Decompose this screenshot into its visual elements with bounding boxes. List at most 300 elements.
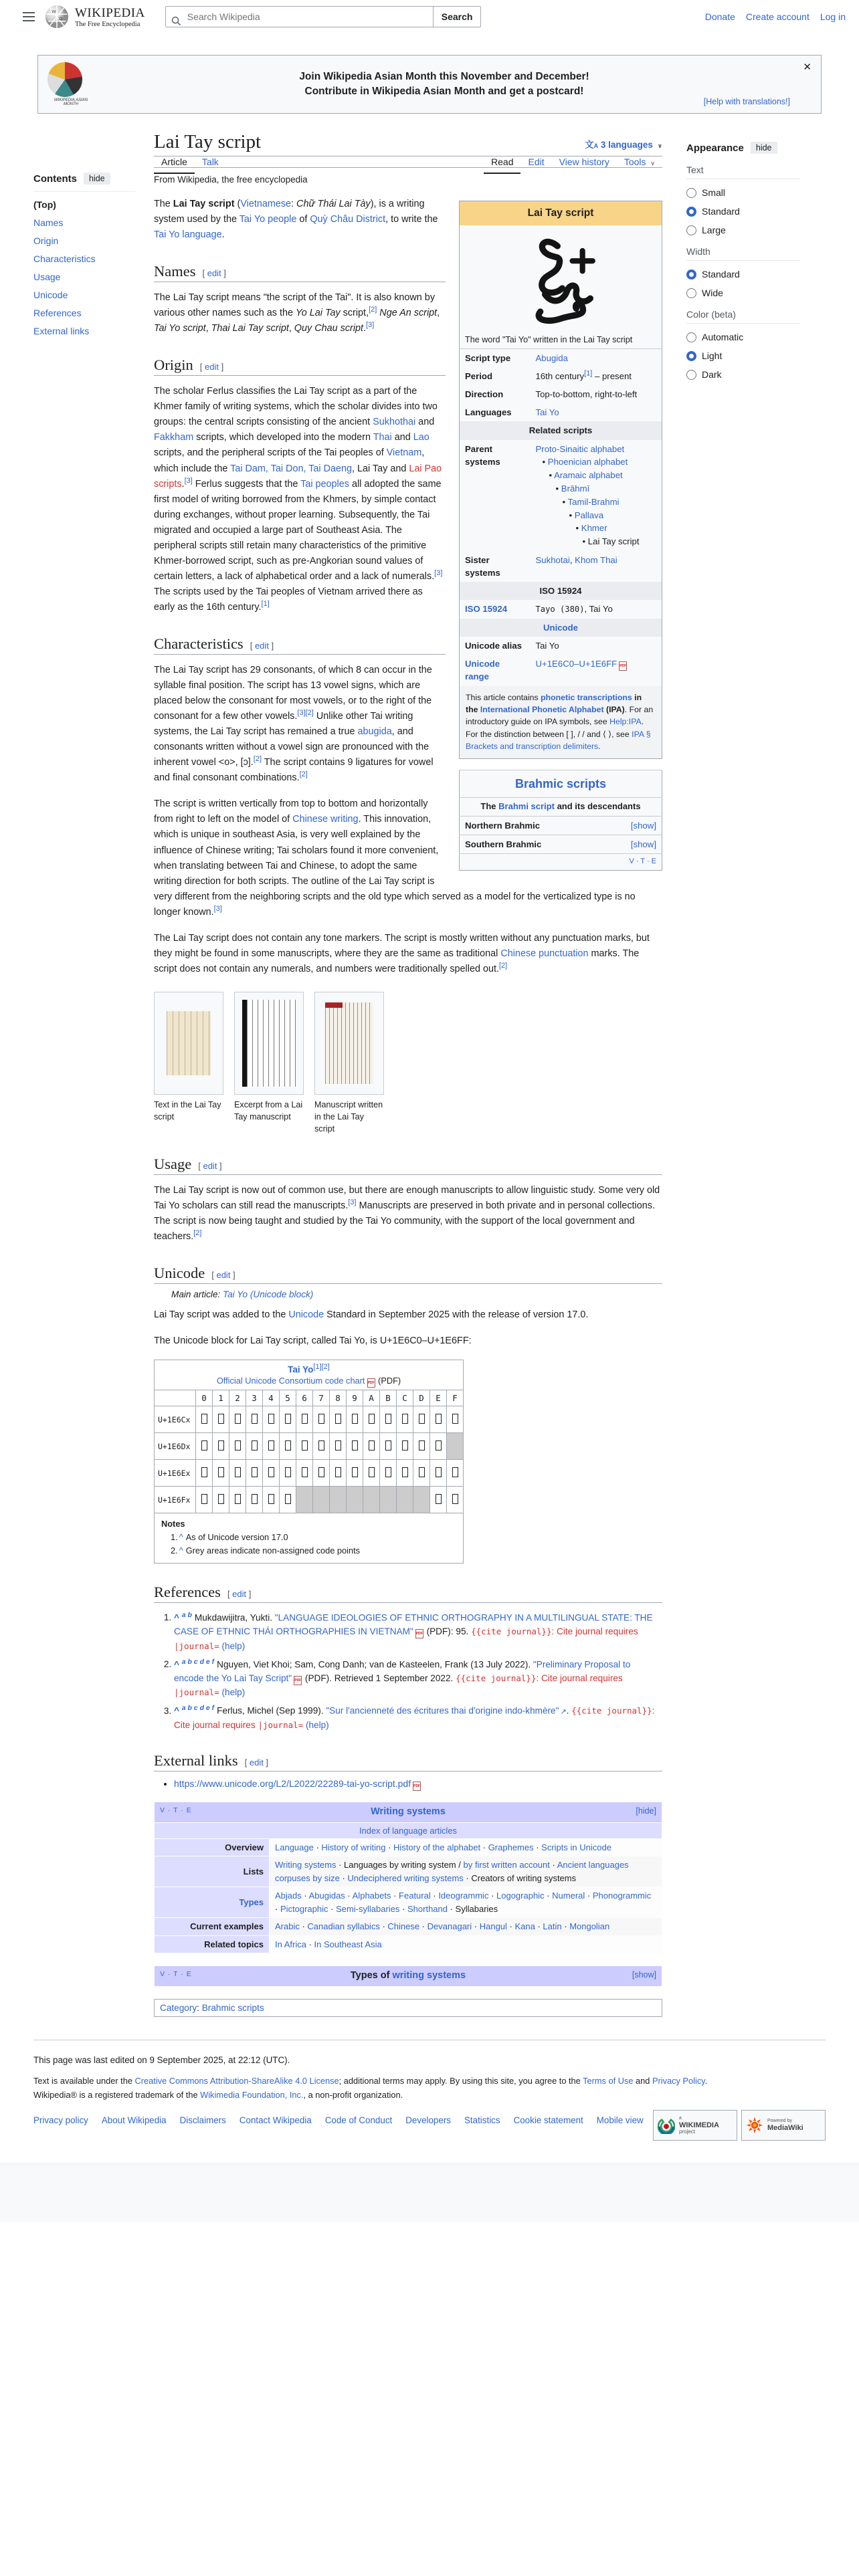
link[interactable]: Alphabets — [352, 1891, 391, 1901]
codepoint-cell[interactable] — [313, 1406, 330, 1433]
codepoint-cell[interactable] — [246, 1487, 263, 1513]
link[interactable]: (help) — [305, 1719, 329, 1730]
reference-marker[interactable]: [3] — [366, 321, 375, 330]
appearance-hide-button[interactable]: hide — [751, 142, 777, 154]
missing-glyph-icon — [335, 1414, 341, 1424]
text-segment: ; additional terms may apply. By using this site, you agree to the — [339, 2076, 583, 2086]
link[interactable]: Tai Yo (Unicode block) — [223, 1289, 314, 1299]
footer-link-privacy-policy[interactable]: Privacy policy — [33, 2115, 88, 2126]
codepoint-cell[interactable] — [430, 1487, 447, 1513]
codepoint-cell[interactable] — [263, 1433, 280, 1460]
codepoint-cell[interactable] — [430, 1406, 447, 1433]
link[interactable]: Brahmic scripts — [201, 2003, 264, 2014]
link[interactable]: Tai Dam, Tai Don, Tai Daeng — [230, 463, 352, 474]
codepoint-cell[interactable] — [313, 1460, 330, 1487]
parent-systems-list — [531, 440, 662, 551]
link[interactable]: International Phonetic Alphabet — [480, 704, 604, 714]
jump-up-link[interactable]: ^ — [174, 1659, 182, 1670]
link[interactable]: Logographic — [496, 1891, 545, 1901]
link[interactable]: Undeciphered writing systems — [347, 1872, 464, 1883]
unassigned-cell — [397, 1487, 413, 1513]
missing-glyph-icon — [268, 1440, 274, 1451]
link[interactable]: Chinese punctuation — [500, 948, 589, 959]
mediawiki-badge[interactable]: Powered by MediaWiki — [741, 2110, 826, 2141]
pdf-icon: PDF — [294, 1676, 302, 1685]
link[interactable]: Khom Thai — [575, 554, 617, 565]
edit-section[interactable]: [ edit ] — [198, 1160, 222, 1171]
reference-marker[interactable]: [1] — [261, 600, 270, 609]
gallery-image[interactable] — [234, 992, 304, 1095]
codepoint-cell[interactable] — [363, 1460, 380, 1487]
missing-glyph-icon — [268, 1414, 274, 1424]
bullet-icon: • — [569, 510, 575, 520]
tab-talk[interactable]: Talk — [201, 156, 219, 167]
toc-item-characteristics[interactable]: Characteristics — [33, 253, 96, 264]
text-segment: of — [296, 214, 310, 225]
codepoint-cell[interactable] — [246, 1406, 263, 1433]
codepoint-cell[interactable] — [213, 1460, 229, 1487]
link[interactable]: by first written account — [463, 1860, 550, 1870]
main-article-hatnote — [171, 1289, 662, 1299]
jump-up-link[interactable]: ^ — [174, 1705, 182, 1716]
navbox-group-label[interactable]: Types — [239, 1897, 264, 1908]
reference-marker[interactable]: [1][2] — [313, 1362, 330, 1371]
codepoint-cell[interactable] — [330, 1433, 347, 1460]
reference-marker[interactable]: [2] — [253, 755, 262, 764]
link[interactable]: (help) — [221, 1687, 246, 1698]
link[interactable]: writing systems — [392, 1970, 466, 1981]
backref-letters[interactable]: a b c d e f — [181, 1657, 215, 1666]
link[interactable]: Tamil-Brahmi — [567, 496, 619, 507]
radio-option-standard[interactable] — [686, 206, 800, 217]
codepoint-cell[interactable] — [263, 1406, 280, 1433]
link[interactable]: Terms of Use — [583, 2076, 634, 2086]
missing-glyph-icon — [218, 1414, 224, 1424]
unicode-range-link[interactable]: Unicode range — [465, 659, 500, 682]
link[interactable]: Devanagari — [427, 1921, 472, 1932]
text-segment: Types of — [350, 1970, 393, 1981]
edit-section[interactable]: [ edit ] — [211, 1269, 235, 1280]
edit-section[interactable]: [ edit ] — [250, 640, 274, 651]
link[interactable]: History of the alphabet — [393, 1842, 481, 1852]
external-links-list — [174, 1778, 662, 1790]
codepoint-cell[interactable] — [313, 1433, 330, 1460]
navbox-group-content — [270, 1935, 662, 1953]
link[interactable]: Tai Yo people — [239, 214, 297, 225]
reference-marker[interactable]: [2] — [299, 770, 308, 779]
codepoint-cell[interactable] — [196, 1406, 213, 1433]
codepoint-cell[interactable] — [347, 1406, 363, 1433]
text-segment: Top-to-bottom, right-to-left — [535, 389, 638, 400]
codepoint-cell[interactable] — [263, 1460, 280, 1487]
radio-icon[interactable] — [686, 188, 696, 198]
edit-section[interactable]: [ edit ] — [199, 362, 224, 372]
link[interactable]: Lao — [413, 432, 430, 443]
codepoint-cell[interactable] — [229, 1433, 246, 1460]
infobox-label: Parent systems — [465, 443, 500, 467]
link[interactable]: Hangul — [479, 1921, 507, 1932]
jump-up-link[interactable]: ^ — [179, 1532, 183, 1543]
text-segment: all adopted the same first model of writing borrowed from the Khmers, by simple contact during exchanges, without proper learning. Subsequently, the Tai migrated and occupied a large part of Southeast Asia. The peripheral scripts still retain many characteristics of the primitive Khmer-borrowed script, such as pre-Angkorian sound values of certain letters, a lack of alphabetical order and a lack of numerals. — [154, 478, 442, 582]
codepoint-cell[interactable] — [380, 1460, 397, 1487]
link[interactable]: Featural — [399, 1891, 431, 1901]
header-link-create-account[interactable]: Create account — [745, 11, 809, 22]
link[interactable]: (help) — [221, 1640, 246, 1651]
hide-button[interactable]: [hide] — [636, 1806, 656, 1816]
codepoint-cell[interactable] — [280, 1433, 296, 1460]
footer-link-about-wikipedia[interactable]: About Wikipedia — [101, 2115, 167, 2126]
codepoint-cell[interactable] — [380, 1433, 397, 1460]
contents-list — [33, 199, 135, 336]
link[interactable]: Brāhmī — [561, 483, 590, 494]
text-segment: · — [328, 1903, 337, 1914]
tab-tools[interactable]: Tools ∨ — [624, 156, 655, 167]
text-segment: · — [549, 1860, 557, 1870]
radio-selected-icon[interactable] — [686, 207, 696, 217]
text-segment: · Syllabaries — [448, 1903, 498, 1914]
codepoint-cell[interactable] — [280, 1487, 296, 1513]
text-segment: · — [385, 1842, 394, 1852]
vte-links[interactable]: V · T · E — [160, 1970, 192, 1979]
link[interactable]: Aramaic alphabet — [554, 470, 623, 481]
jump-up-link[interactable]: ^ — [179, 1545, 183, 1556]
link[interactable]: "Sur l'ancienneté des écritures thai d'origine indo-khmère" — [326, 1705, 559, 1716]
codepoint-cell[interactable] — [229, 1487, 246, 1513]
codepoint-cell[interactable] — [447, 1460, 464, 1487]
codepoint-cell[interactable] — [296, 1433, 313, 1460]
unassigned-cell — [380, 1487, 397, 1513]
link[interactable]: Privacy Policy — [652, 2076, 705, 2086]
text-segment: scripts, and the peripheral scripts of the Tai peoples of — [154, 447, 387, 459]
link[interactable]: Lai Pao scripts — [154, 463, 442, 490]
reference-marker[interactable]: [3] — [348, 1198, 357, 1206]
link[interactable]: Pallava — [574, 510, 604, 520]
text-segment: . This innovation, which is unique in southeast Asia, is very well explained by the influence of Chinese writing; Tai scholars found it more convenient, when translating between Tai and Chinese, to adopt the same writing direction for both scripts. The outline of the Lai Tay script is very different from the neighboring scripts and the old type which served as a model for the verticalized type is no longer known. — [154, 814, 636, 918]
link[interactable]: In Africa — [275, 1939, 306, 1949]
link[interactable]: Thai — [373, 432, 392, 443]
codepoint-cell[interactable] — [397, 1433, 413, 1460]
link[interactable]: Fakkham — [154, 432, 194, 443]
header-link-donate[interactable]: Donate — [704, 11, 735, 22]
link[interactable]: Ideogrammic — [438, 1891, 489, 1901]
chart-column-header: 5 — [280, 1390, 296, 1406]
external-link-item[interactable] — [174, 1778, 662, 1790]
codepoint-cell[interactable] — [280, 1460, 296, 1487]
radio-selected-icon[interactable] — [686, 270, 696, 280]
link[interactable]: Ancient languages corpuses by size — [275, 1860, 629, 1883]
usage-paragraph — [154, 1183, 662, 1245]
search-input[interactable] — [165, 6, 433, 27]
link[interactable]: Vietnam — [386, 447, 422, 459]
link[interactable]: Phonogrammic — [592, 1891, 652, 1901]
reference-marker[interactable]: [3] — [184, 476, 193, 485]
infobox-value — [531, 367, 662, 385]
radio-option-small[interactable] — [686, 187, 800, 198]
edit-section[interactable]: [ edit ] — [202, 268, 226, 279]
link[interactable]: U+1E6C0–U+1E6FF — [535, 659, 617, 669]
writing-systems-navbox — [154, 1802, 662, 1953]
codepoint-cell[interactable] — [296, 1460, 313, 1487]
reference-item — [174, 1610, 662, 1653]
backref-letters[interactable]: a b — [181, 1610, 192, 1619]
radio-icon[interactable] — [686, 332, 696, 342]
footer-link-contact-wikipedia[interactable]: Contact Wikipedia — [239, 2115, 312, 2126]
wikipedia-logo[interactable] — [44, 4, 145, 29]
link[interactable]: Tai Yo — [535, 407, 559, 418]
text-segment: · — [535, 1921, 543, 1932]
link[interactable]: Official Unicode Consortium code chart — [216, 1376, 365, 1386]
reference-marker[interactable]: [3] — [213, 904, 222, 913]
infobox-value — [531, 385, 662, 403]
codepoint-cell[interactable] — [347, 1460, 363, 1487]
toc-item-unicode[interactable]: Unicode — [33, 290, 68, 300]
link[interactable]: Graphemes — [488, 1842, 534, 1852]
codepoint-cell[interactable] — [413, 1406, 430, 1433]
gallery-image[interactable] — [314, 992, 384, 1095]
radio-icon[interactable] — [686, 288, 696, 298]
edit-section[interactable]: [ edit ] — [227, 1588, 252, 1599]
backref-letters[interactable]: a b c d e f — [181, 1704, 215, 1713]
codepoint-cell[interactable] — [246, 1460, 263, 1487]
link[interactable]: Arabic — [275, 1921, 300, 1932]
reference-marker[interactable]: [1] — [584, 369, 593, 378]
header-link-log-in[interactable]: Log in — [820, 11, 846, 22]
text-segment: · — [561, 1921, 570, 1932]
toc-item-origin[interactable]: Origin — [33, 235, 59, 246]
parent-system-item — [536, 535, 657, 548]
codepoint-cell[interactable] — [229, 1406, 246, 1433]
gallery-item — [234, 992, 304, 1136]
radio-option-standard[interactable] — [686, 269, 800, 280]
edit-section[interactable]: [ edit ] — [244, 1757, 269, 1767]
main-menu-icon[interactable] — [23, 9, 35, 24]
search-button[interactable]: Search — [433, 6, 482, 27]
codepoint-cell[interactable] — [397, 1460, 413, 1487]
codepoint-cell[interactable] — [347, 1433, 363, 1460]
iso-label-link[interactable]: ISO 15924 — [465, 604, 508, 615]
link[interactable]: Khmer — [581, 523, 607, 534]
show-button[interactable]: [show] — [630, 839, 656, 849]
text-segment: The Lai Tay script means "the script of the Tai". It is also known by various other names such as the — [154, 292, 436, 319]
link[interactable]: Numeral — [552, 1891, 585, 1901]
link[interactable]: IPA § Brackets and transcription delimiters — [466, 729, 651, 752]
reference-marker[interactable]: [3] — [434, 569, 443, 578]
tab-view-history[interactable]: View history — [559, 156, 609, 167]
codepoint-cell[interactable] — [413, 1460, 430, 1487]
codepoint-cell[interactable] — [280, 1406, 296, 1433]
vte-links[interactable]: V · T · E — [160, 1806, 192, 1814]
reference-marker[interactable]: [3][2] — [297, 709, 314, 718]
infobox-caption: The word "Tai Yo" written in the Lai Tay script — [460, 331, 662, 349]
link[interactable]: Latin — [543, 1921, 562, 1932]
codepoint-cell[interactable] — [380, 1406, 397, 1433]
radio-option-automatic[interactable] — [686, 332, 800, 342]
section-heading-unicode: Unicode [ edit ] — [154, 1265, 662, 1284]
link[interactable]: abugida — [357, 726, 392, 738]
text-segment: The — [480, 800, 499, 811]
toc-item-externallinks[interactable]: External links — [33, 326, 90, 336]
toc-item-usage[interactable]: Usage — [33, 272, 61, 282]
languages-button[interactable]: 文A 3 languages ∨ — [585, 140, 662, 150]
link[interactable]: Help:IPA — [609, 717, 642, 727]
link[interactable]: Sukhothai — [373, 417, 416, 428]
link[interactable]: Wikimedia Foundation, Inc. — [200, 2089, 304, 2100]
help-translations-link[interactable]: [Help with translations!] — [703, 97, 790, 106]
missing-glyph-icon — [436, 1440, 442, 1451]
link[interactable]: Pictographic — [280, 1903, 328, 1914]
gallery-item — [314, 992, 384, 1136]
codepoint-cell[interactable] — [430, 1433, 447, 1460]
header-links — [705, 11, 846, 22]
vte-links[interactable]: V · T · E — [460, 853, 662, 870]
tab-read[interactable]: Read — [484, 152, 520, 174]
codepoint-cell[interactable] — [397, 1406, 413, 1433]
footer-link-disclaimers[interactable]: Disclaimers — [179, 2115, 226, 2126]
wikimedia-badge[interactable]: a WIKIMEDIA project — [653, 2110, 737, 2141]
codepoint-cell[interactable] — [196, 1460, 213, 1487]
unassigned-cell — [447, 1433, 464, 1460]
missing-glyph-icon — [352, 1467, 358, 1477]
link[interactable]: Tai Yo — [288, 1364, 314, 1375]
link[interactable]: History of writing — [321, 1842, 386, 1852]
link[interactable]: Sukhotai — [535, 554, 570, 565]
link[interactable]: Category — [160, 2003, 197, 2014]
link[interactable]: Abugidas — [308, 1891, 345, 1901]
codepoint-cell[interactable] — [330, 1460, 347, 1487]
wikipedia-globe-icon — [44, 4, 70, 29]
chart-row-label: U+1E6Cx — [155, 1406, 196, 1433]
radio-selected-icon[interactable] — [686, 351, 696, 361]
bullet-icon: • — [555, 483, 561, 494]
codepoint-cell[interactable] — [246, 1433, 263, 1460]
contents-hide-button[interactable]: hide — [84, 173, 110, 185]
link[interactable]: Semi-syllabaries — [336, 1903, 400, 1914]
infobox — [459, 201, 662, 759]
missing-glyph-icon — [352, 1414, 358, 1424]
radio-option-light[interactable] — [686, 350, 800, 361]
footer-link-statistics[interactable]: Statistics — [464, 2115, 500, 2126]
toc-item-references[interactable]: References — [33, 308, 82, 318]
page-footer — [33, 2040, 826, 2163]
codepoint-cell[interactable] — [213, 1406, 229, 1433]
link[interactable]: "LANGUAGE IDEOLOGIES OF ETHNIC ORTHOGRAPHY IN A MULTILINGUAL STATE: THE CASE OF ETHNIC THÁI ORTHOGRAPHIES IN VIETNAM" — [174, 1612, 653, 1637]
link[interactable]: Unicode — [288, 1309, 324, 1320]
radio-option-wide[interactable] — [686, 288, 800, 298]
link[interactable]: Chinese writing — [292, 814, 359, 825]
navbox-title[interactable]: Writing systems — [371, 1806, 446, 1817]
reference-marker[interactable]: [2] — [369, 306, 377, 314]
codepoint-cell[interactable] — [447, 1487, 464, 1513]
link[interactable]: Tai Yo language — [154, 229, 222, 241]
link[interactable]: Proto-Sinaitic alphabet — [535, 443, 625, 454]
banner-close-icon[interactable]: ✕ — [803, 62, 812, 73]
link[interactable]: Vietnamese — [240, 199, 292, 209]
missing-glyph-icon — [302, 1467, 308, 1477]
link[interactable]: Canadian syllabics — [307, 1921, 380, 1932]
text-segment: · — [585, 1891, 593, 1901]
codepoint-cell[interactable] — [213, 1433, 229, 1460]
navbox-title[interactable] — [351, 1970, 466, 1981]
missing-glyph-icon — [268, 1494, 274, 1504]
unassigned-cell — [330, 1487, 347, 1513]
radio-option-dark[interactable] — [686, 369, 800, 380]
link[interactable]: "Preliminary Proposal to encode the Yo Lai Tay Script" — [174, 1659, 631, 1684]
reference-marker[interactable]: [2] — [193, 1228, 202, 1237]
link[interactable]: Abugida — [535, 352, 568, 363]
codepoint-cell[interactable] — [363, 1433, 380, 1460]
codepoint-cell[interactable] — [413, 1433, 430, 1460]
radio-option-large[interactable] — [686, 225, 800, 235]
text-segment: · Languages by writing system / — [336, 1860, 464, 1870]
codepoint-cell[interactable] — [229, 1460, 246, 1487]
link[interactable]: Abjads — [275, 1891, 302, 1901]
link[interactable]: Kana — [514, 1921, 535, 1932]
codepoint-cell[interactable] — [263, 1487, 280, 1513]
banner-line-1: Join Wikipedia Asian Month this November and December! — [299, 70, 589, 82]
radio-icon[interactable] — [686, 225, 696, 235]
link[interactable]: Mongolian — [569, 1921, 610, 1932]
codepoint-cell[interactable] — [447, 1406, 464, 1433]
codepoint-cell[interactable] — [213, 1487, 229, 1513]
footer-link-cookie-statement[interactable]: Cookie statement — [513, 2115, 583, 2126]
navbox-subtitle[interactable]: Index of language articles — [359, 1825, 457, 1836]
codepoint-cell[interactable] — [296, 1406, 313, 1433]
link[interactable]: Creative Commons Attribution-ShareAlike 4.0 License — [134, 2076, 339, 2086]
link[interactable]: Scripts in Unicode — [541, 1842, 611, 1852]
infobox-label: Script type — [465, 352, 511, 363]
tab-article[interactable]: Article — [154, 152, 195, 174]
show-button[interactable]: [show] — [630, 820, 656, 831]
codepoint-cell[interactable] — [196, 1433, 213, 1460]
jump-up-link[interactable]: ^ — [174, 1612, 182, 1623]
tab-edit[interactable]: Edit — [528, 156, 545, 167]
link[interactable]: Shorthand — [407, 1903, 448, 1914]
radio-icon[interactable] — [686, 370, 696, 380]
text-segment: Tayo (380) — [535, 605, 585, 615]
footer-link-mobile-view[interactable]: Mobile view — [596, 2115, 644, 2126]
link[interactable]: Tai peoples — [300, 478, 349, 490]
chart-column-header: 0 — [196, 1390, 213, 1406]
link[interactable]: https://www.unicode.org/L2/L2022/22289-tai-yo-script.pdf — [174, 1778, 411, 1789]
link[interactable]: Brahmi script — [498, 800, 555, 811]
reference-marker[interactable]: [2] — [498, 962, 508, 970]
chart-column-header: 2 — [229, 1390, 246, 1406]
link[interactable]: phonetic transcriptions — [541, 692, 632, 702]
link[interactable]: Writing systems — [275, 1860, 337, 1870]
infobox-value — [531, 348, 662, 367]
show-button[interactable]: [show] — [632, 1970, 656, 1980]
toc-item-names[interactable]: Names — [33, 217, 64, 228]
codepoint-cell[interactable] — [430, 1460, 447, 1487]
link[interactable]: In Southeast Asia — [314, 1939, 382, 1949]
section-heading-usage: Usage [ edit ] — [154, 1156, 662, 1175]
link[interactable]: Chinese — [387, 1921, 420, 1932]
codepoint-cell[interactable] — [330, 1406, 347, 1433]
link[interactable]: Language — [275, 1842, 314, 1852]
infobox-image[interactable] — [460, 225, 662, 330]
chart-subtitle — [155, 1375, 464, 1390]
codepoint-cell[interactable] — [363, 1406, 380, 1433]
footer-link-developers[interactable]: Developers — [405, 2115, 451, 2126]
link[interactable]: Quỳ Châu District — [310, 214, 386, 225]
footer-link-code-of-conduct[interactable]: Code of Conduct — [324, 2115, 393, 2126]
toc-item-top[interactable]: (Top) — [33, 199, 56, 210]
codepoint-cell[interactable] — [196, 1487, 213, 1513]
text-segment: The — [154, 199, 173, 209]
text-segment: |journal= — [174, 1640, 219, 1651]
link[interactable]: Phoenician alphabet — [547, 457, 628, 467]
gallery-image[interactable] — [154, 992, 223, 1095]
